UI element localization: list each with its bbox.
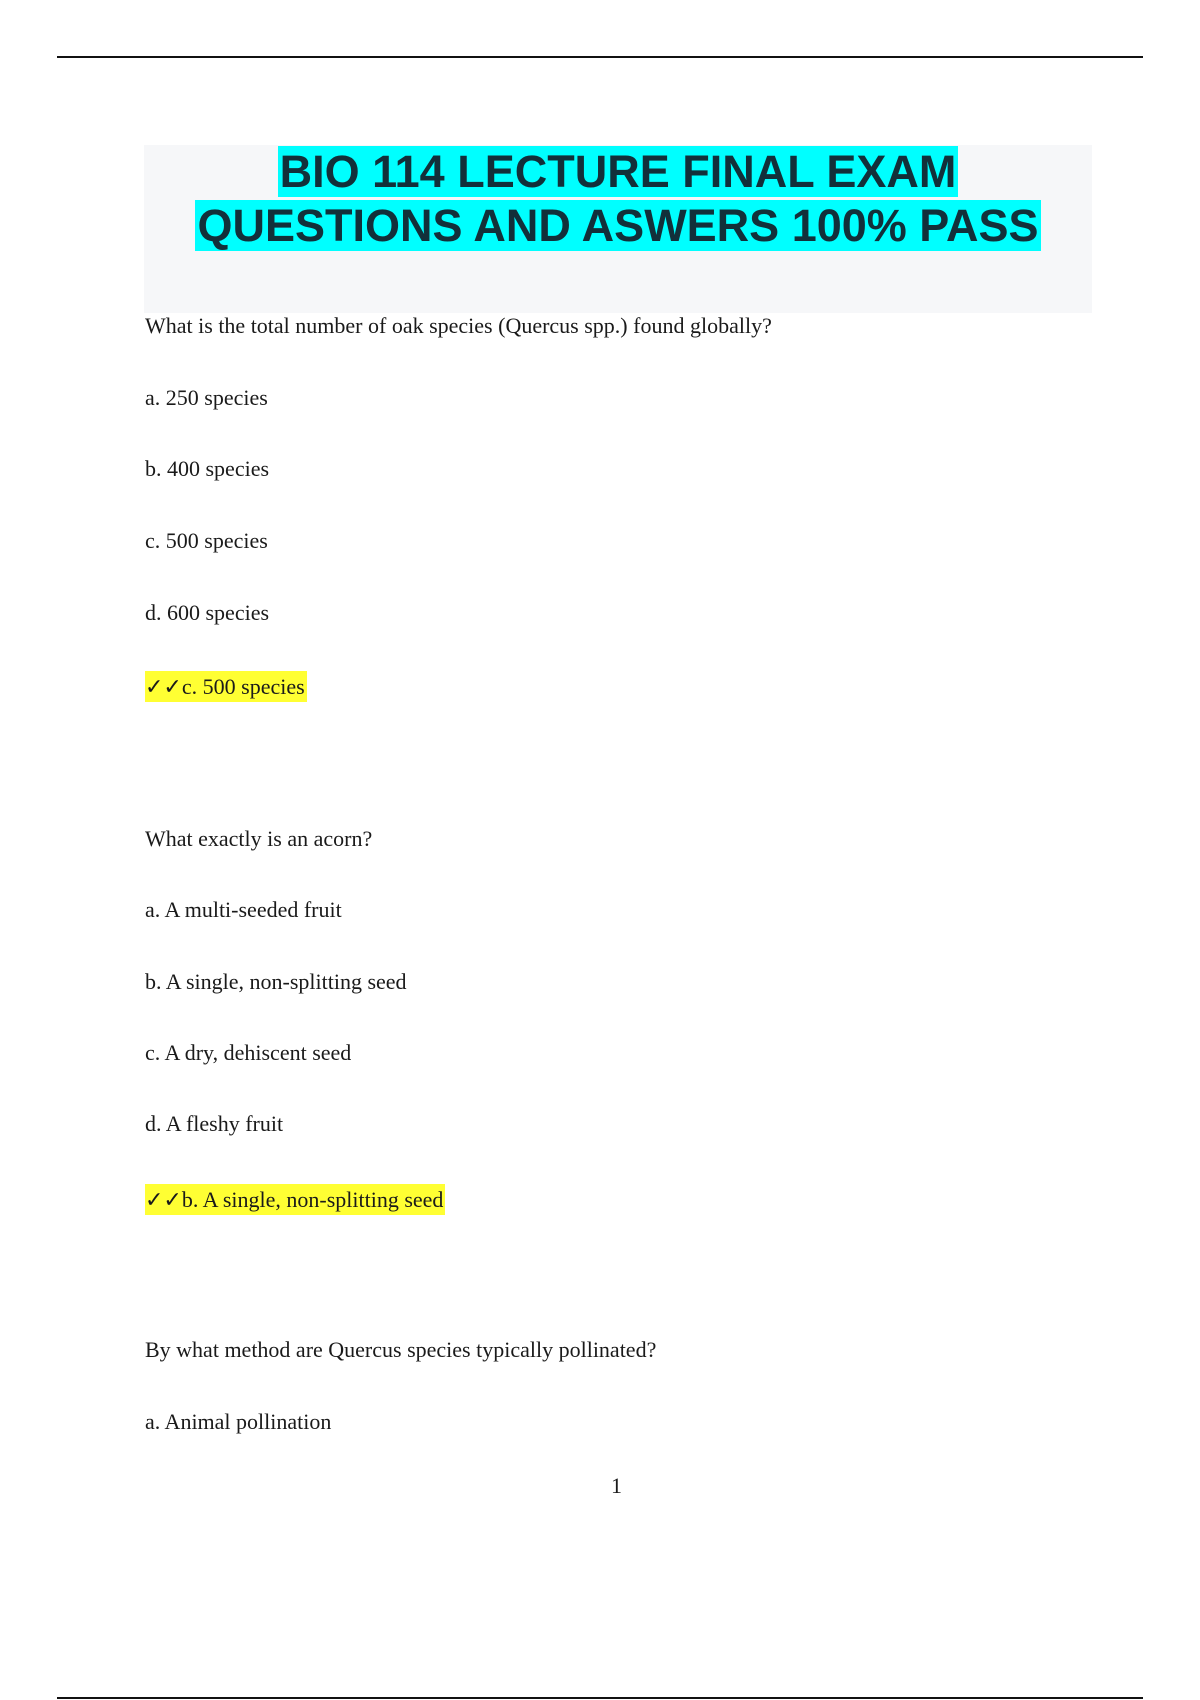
footer-rule bbox=[57, 1697, 1143, 1699]
question-1-option-a: a. 250 species bbox=[145, 385, 268, 410]
question-1-option-b: b. 400 species bbox=[145, 456, 270, 481]
question-1-text: What is the total number of oak species (Quercus spp.) found globally? bbox=[145, 313, 772, 338]
question-3-text: By what method are Quercus species typically pollinated? bbox=[145, 1337, 657, 1362]
question-2-option-d: d. A fleshy fruit bbox=[145, 1111, 284, 1136]
question-2-option-a: a. A multi-seeded fruit bbox=[145, 897, 342, 922]
header-rule bbox=[57, 56, 1143, 58]
question-2-text: What exactly is an acorn? bbox=[145, 826, 373, 851]
question-2-answer-text: b. A single, non-splitting seed bbox=[181, 1187, 444, 1212]
title-line-2: QUESTIONS AND ASWERS 100% PASS bbox=[197, 200, 1039, 251]
question-2-option-b: b. A single, non-splitting seed bbox=[145, 969, 407, 994]
question-1-option-c: c. 500 species bbox=[145, 528, 268, 553]
question-2-option-c: c. A dry, dehiscent seed bbox=[145, 1040, 352, 1065]
check-icon: ✓✓ bbox=[145, 1188, 182, 1213]
title-line-1: BIO 114 LECTURE FINAL EXAM bbox=[279, 146, 957, 197]
document-title bbox=[144, 145, 1092, 253]
question-1-option-d: d. 600 species bbox=[145, 600, 270, 625]
question-3-option-a: a. Animal pollination bbox=[145, 1409, 332, 1434]
question-1-answer bbox=[145, 673, 307, 702]
page-number: 1 bbox=[611, 1473, 622, 1498]
question-1-answer-text: c. 500 species bbox=[181, 674, 305, 699]
check-icon: ✓✓ bbox=[145, 675, 182, 700]
question-2-answer bbox=[145, 1186, 445, 1215]
